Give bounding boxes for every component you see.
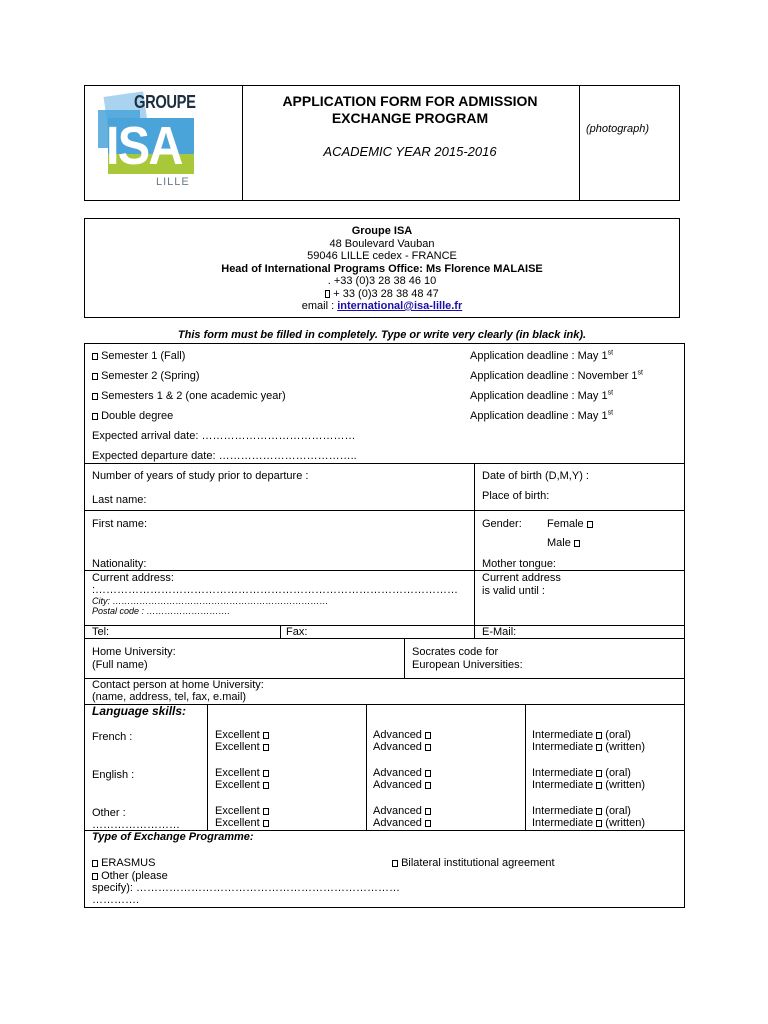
english-advanced-oral[interactable]: Advanced (373, 767, 431, 779)
semester-option[interactable]: Semesters 1 & 2 (one academic year) (92, 390, 286, 403)
departure-date-field[interactable]: Expected departure date: ……………………………….. (92, 450, 357, 462)
contact-person-field[interactable]: Contact person at home University: (name, address, tel, fax, e.mail) (92, 679, 264, 703)
checkbox-icon[interactable] (574, 540, 580, 547)
language-row-other (92, 807, 682, 833)
checkbox-icon[interactable] (92, 353, 98, 360)
bilateral-option[interactable]: Bilateral institutional agreement (392, 857, 555, 870)
checkbox-icon[interactable] (596, 732, 602, 739)
checkbox-icon[interactable] (425, 820, 431, 827)
place-of-birth-field[interactable]: Place of birth: (482, 490, 550, 502)
checkbox-icon[interactable] (392, 860, 398, 867)
address-valid-until-field[interactable]: Current address is valid until : (482, 572, 561, 597)
nationality-field[interactable]: Nationality: (92, 558, 147, 570)
other-intermediate-oral[interactable]: Intermediate (oral) (532, 805, 631, 817)
current-address-label: Current address: (92, 572, 174, 584)
groupe-isa-logo (98, 88, 200, 196)
english-intermediate-written[interactable]: Intermediate (written) (532, 779, 646, 791)
first-name-field[interactable]: First name: (92, 518, 148, 530)
gender-male-option[interactable]: Male (547, 537, 580, 550)
years-study-field[interactable]: Number of years of study prior to departure : (92, 470, 309, 482)
checkbox-icon[interactable] (425, 808, 431, 815)
checkbox-icon[interactable] (92, 373, 98, 380)
semester-deadline: Application deadline : November 1st (470, 369, 643, 382)
head-of-office: Head of International Programs Office: Ms Florence MALAISE (221, 262, 543, 275)
dob-field[interactable]: Date of birth (D,M,Y) : (482, 470, 589, 482)
checkbox-icon[interactable] (263, 744, 269, 751)
checkbox-icon[interactable] (263, 732, 269, 739)
email-field[interactable]: E-Mail: (482, 626, 517, 638)
email-line: email : international@isa-lille.fr (301, 300, 463, 312)
english-excellent-oral[interactable]: Excellent (215, 767, 269, 779)
checkbox-icon[interactable] (92, 413, 98, 420)
arrival-date-field[interactable]: Expected arrival date: …………………………………… (92, 430, 356, 442)
exchange-programme-title: Type of Exchange Programme: (92, 831, 254, 843)
institution-name: Groupe ISA (351, 225, 413, 237)
checkbox-icon[interactable] (263, 770, 269, 777)
other-intermediate-written[interactable]: Intermediate (written) (532, 817, 646, 829)
other-exchange-field[interactable]: specify): ……………………………………………………………… (92, 882, 401, 894)
french-advanced-written[interactable]: Advanced (373, 741, 431, 753)
semester-option[interactable]: Double degree (92, 410, 173, 423)
gender-label: Gender: (482, 518, 522, 530)
other-exchange-option[interactable]: Other (please specify): ……………………………………………………………… …………. (92, 870, 401, 906)
checkbox-icon[interactable] (92, 393, 98, 400)
semester-deadline: Application deadline : May 1st (470, 349, 614, 362)
french-excellent-written[interactable]: Excellent (215, 741, 269, 753)
instruction-text: This form must be filled in completely. Type or write very clearly (in black ink). (177, 329, 587, 341)
checkbox-icon[interactable] (263, 782, 269, 789)
french-intermediate-oral[interactable]: Intermediate (oral) (532, 729, 631, 741)
phone-line: . +33 (0)3 28 38 46 10 (327, 275, 437, 287)
language-row-english (92, 769, 682, 795)
french-advanced-oral[interactable]: Advanced (373, 729, 431, 741)
english-excellent-written[interactable]: Excellent (215, 779, 269, 791)
logo-groupe-text: GROUPE (134, 92, 196, 112)
french-excellent-oral[interactable]: Excellent (215, 729, 269, 741)
postal-code-field[interactable]: Postal code : ………………………. (92, 606, 231, 616)
semester-deadline: Application deadline : May 1st (470, 409, 614, 422)
checkbox-icon[interactable] (596, 744, 602, 751)
french-intermediate-written[interactable]: Intermediate (written) (532, 741, 646, 753)
checkbox-icon[interactable] (425, 782, 431, 789)
socrates-code-field[interactable]: Socrates code for European Universities: (412, 646, 523, 671)
city: 59046 LILLE cedex - FRANCE (307, 250, 457, 262)
logo-lille-text: LILLE (156, 176, 190, 188)
fax-line: + 33 (0)3 28 38 48 47 (84, 288, 680, 301)
other-language-field[interactable]: …………………… (92, 819, 180, 831)
language-skills-title: Language skills: (92, 704, 187, 718)
semester-deadline: Application deadline : May 1st (470, 389, 614, 402)
tel-field[interactable]: Tel: (92, 626, 110, 638)
other-excellent-oral[interactable]: Excellent (215, 805, 269, 817)
checkbox-icon[interactable] (92, 873, 98, 880)
english-intermediate-oral[interactable]: Intermediate (oral) (532, 767, 631, 779)
other-advanced-written[interactable]: Advanced (373, 817, 431, 829)
current-address-field[interactable]: :……………………………………………………………………………………… (92, 584, 459, 596)
academic-year: ACADEMIC YEAR 2015-2016 (323, 144, 497, 159)
city-field[interactable]: City: ……………………………………………………………… (92, 596, 329, 606)
language-name: French : (92, 731, 133, 743)
last-name-field[interactable]: Last name: (92, 494, 147, 506)
checkbox-icon[interactable] (263, 808, 269, 815)
logo-isa-text: ISA (106, 116, 182, 176)
language-row-french (92, 731, 682, 757)
checkbox-icon[interactable] (425, 732, 431, 739)
semester-option[interactable]: Semester 1 (Fall) (92, 350, 185, 363)
language-name: Other : (92, 807, 126, 819)
checkbox-icon[interactable] (596, 808, 602, 815)
home-university-field[interactable]: Home University: (Full name) (92, 646, 176, 671)
mother-tongue-field[interactable]: Mother tongue: (482, 558, 556, 570)
erasmus-option[interactable]: ERASMUS (92, 857, 155, 870)
email-link[interactable]: international@isa-lille.fr (337, 300, 463, 312)
checkbox-icon[interactable] (596, 820, 602, 827)
checkbox-icon[interactable] (587, 521, 593, 528)
street: 48 Boulevard Vauban (329, 237, 435, 250)
checkbox-icon[interactable] (425, 770, 431, 777)
language-name: English : (92, 769, 135, 781)
phone-icon: . (327, 275, 334, 287)
photograph-placeholder: (photograph) (586, 123, 649, 135)
other-excellent-written[interactable]: Excellent (215, 817, 269, 829)
english-advanced-written[interactable]: Advanced (373, 779, 431, 791)
checkbox-icon[interactable] (425, 744, 431, 751)
checkbox-icon[interactable] (596, 782, 602, 789)
form-title: APPLICATION FORM FOR ADMISSION EXCHANGE PROGRAM (282, 93, 538, 126)
fax-icon (325, 290, 330, 298)
semester-option[interactable]: Semester 2 (Spring) (92, 370, 200, 383)
address-block (84, 225, 680, 313)
gender-female-option[interactable]: Female (547, 518, 593, 531)
checkbox-icon[interactable] (263, 820, 269, 827)
other-advanced-oral[interactable]: Advanced (373, 805, 431, 817)
checkbox-icon[interactable] (596, 770, 602, 777)
checkbox-icon[interactable] (92, 860, 98, 867)
fax-field[interactable]: Fax: (286, 626, 308, 638)
